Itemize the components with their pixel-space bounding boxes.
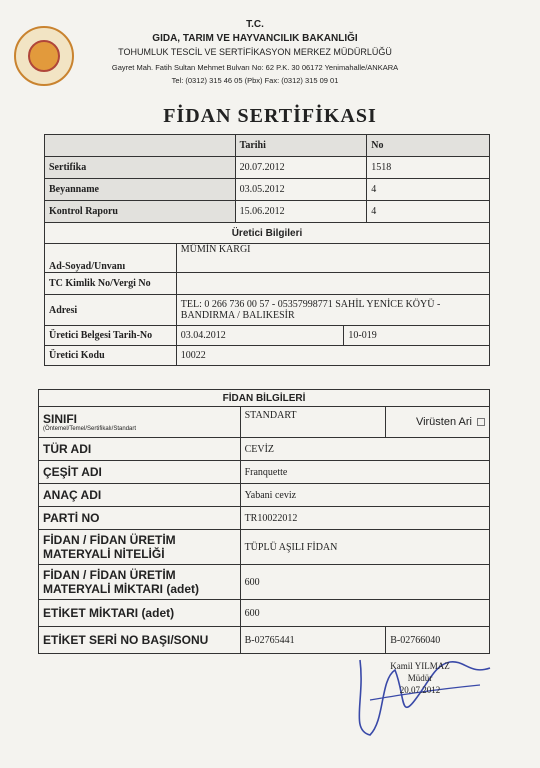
rootstock-label: ANAÇ ADI	[39, 484, 241, 507]
signature-date: 20.07.2012	[399, 685, 441, 695]
rootstock-value: Yabani ceviz	[240, 484, 489, 507]
row-no: 4	[367, 179, 490, 201]
virus-free-label: Virüsten Ari	[415, 416, 472, 428]
row-date: 20.07.2012	[235, 157, 367, 179]
class-value: STANDART	[240, 407, 386, 438]
producer-cert-date: 03.04.2012	[176, 326, 344, 346]
type-value: CEVİZ	[240, 438, 489, 461]
quality-value: TÜPLÜ AŞILI FİDAN	[240, 530, 489, 565]
quality-label	[39, 530, 241, 565]
row-label: Beyanname	[45, 179, 236, 201]
label-serial-label: ETİKET SERİ NO BAŞI/SONU	[39, 627, 241, 654]
quantity-value: 600	[240, 565, 489, 600]
row-label: Sertifika	[45, 157, 236, 179]
virus-free-cell	[386, 407, 490, 438]
quality-label-line2: MATERYALİ NİTELİĞİ	[43, 547, 165, 561]
col-no-header: No	[367, 135, 490, 157]
document-title: FİDAN SERTİFİKASI	[163, 105, 377, 127]
producer-code-label: Üretici Kodu	[45, 346, 177, 366]
quantity-label-line1: FİDAN / FİDAN ÜRETİM	[43, 568, 176, 582]
class-label	[39, 407, 241, 438]
name-label: Ad-Soyad/Unvanı	[45, 244, 177, 273]
row-no: 1518	[367, 157, 490, 179]
variety-label: ÇEŞİT ADI	[39, 461, 241, 484]
label-qty-label: ETİKET MİKTARI (adet)	[39, 600, 241, 627]
header-line-1: T.C.	[246, 19, 264, 30]
sapling-table	[38, 389, 490, 654]
producer-cert-no: 10-019	[344, 326, 490, 346]
row-date: 15.06.2012	[235, 201, 367, 223]
lot-label: PARTİ NO	[39, 507, 241, 530]
ministry-logo	[14, 26, 74, 86]
row-label: Kontrol Raporu	[45, 201, 236, 223]
label-qty-value: 600	[240, 600, 489, 627]
type-label: TÜR ADI	[39, 438, 241, 461]
address-label: Adresi	[45, 295, 177, 326]
tc-value	[176, 273, 489, 295]
quantity-label	[39, 565, 241, 600]
producer-heading: Üretici Bilgileri	[45, 223, 490, 244]
quantity-label-line2: MATERYALİ MİKTARI (adet)	[43, 582, 199, 596]
address-value: TEL: 0 266 736 00 57 - 05357998771 SAHİL YENİCE KÖYÜ - BANDIRMA / BALIKESİR	[176, 295, 489, 326]
signer-title: Müdür	[407, 673, 433, 683]
variety-value: Franquette	[240, 461, 489, 484]
class-label-text: SINIFI	[43, 412, 78, 426]
producer-code-value: 10022	[176, 346, 489, 366]
lot-value: TR10022012	[240, 507, 489, 530]
sapling-heading: FİDAN BİLGİLERİ	[39, 390, 490, 407]
document-header	[0, 0, 540, 100]
producer-cert-label: Üretici Belgesi Tarih-No	[45, 326, 177, 346]
ministry-name: GIDA, TARIM VE HAYVANCILIK BAKANLIĞI	[152, 33, 358, 44]
phone-line: Tel: (0312) 315 46 05 (Pbx) Fax: (0312) 315 09 01	[171, 76, 339, 85]
signature-block	[360, 660, 480, 696]
virus-free-checkbox	[477, 418, 485, 426]
certificate-table	[44, 134, 490, 223]
row-date: 03.05.2012	[235, 179, 367, 201]
col-date-header: Tarihi	[235, 135, 367, 157]
address-line: Gayret Mah. Fatih Sultan Mehmet Bulvarı No: 62 P.K. 30 06172 Yenimahalle/ANKARA	[111, 63, 399, 72]
class-sublabel: (Öntemel/Temel/Sertifikalı/Standart	[43, 426, 137, 432]
signer-name: Kamil YILMAZ	[390, 661, 450, 671]
producer-table	[44, 222, 490, 366]
label-serial-start: B-02765441	[240, 627, 386, 654]
quality-label-line1: FİDAN / FİDAN ÜRETİM	[43, 533, 176, 547]
row-no: 4	[367, 201, 490, 223]
name-value: MÜMİN KARGI	[176, 244, 489, 273]
directorate-name: TOHUMLUK TESCİL VE SERTİFİKASYON MERKEZ MÜDÜRLÜĞÜ	[118, 47, 392, 57]
label-serial-end: B-02766040	[386, 627, 490, 654]
tc-label: TC Kimlik No/Vergi No	[45, 273, 177, 295]
